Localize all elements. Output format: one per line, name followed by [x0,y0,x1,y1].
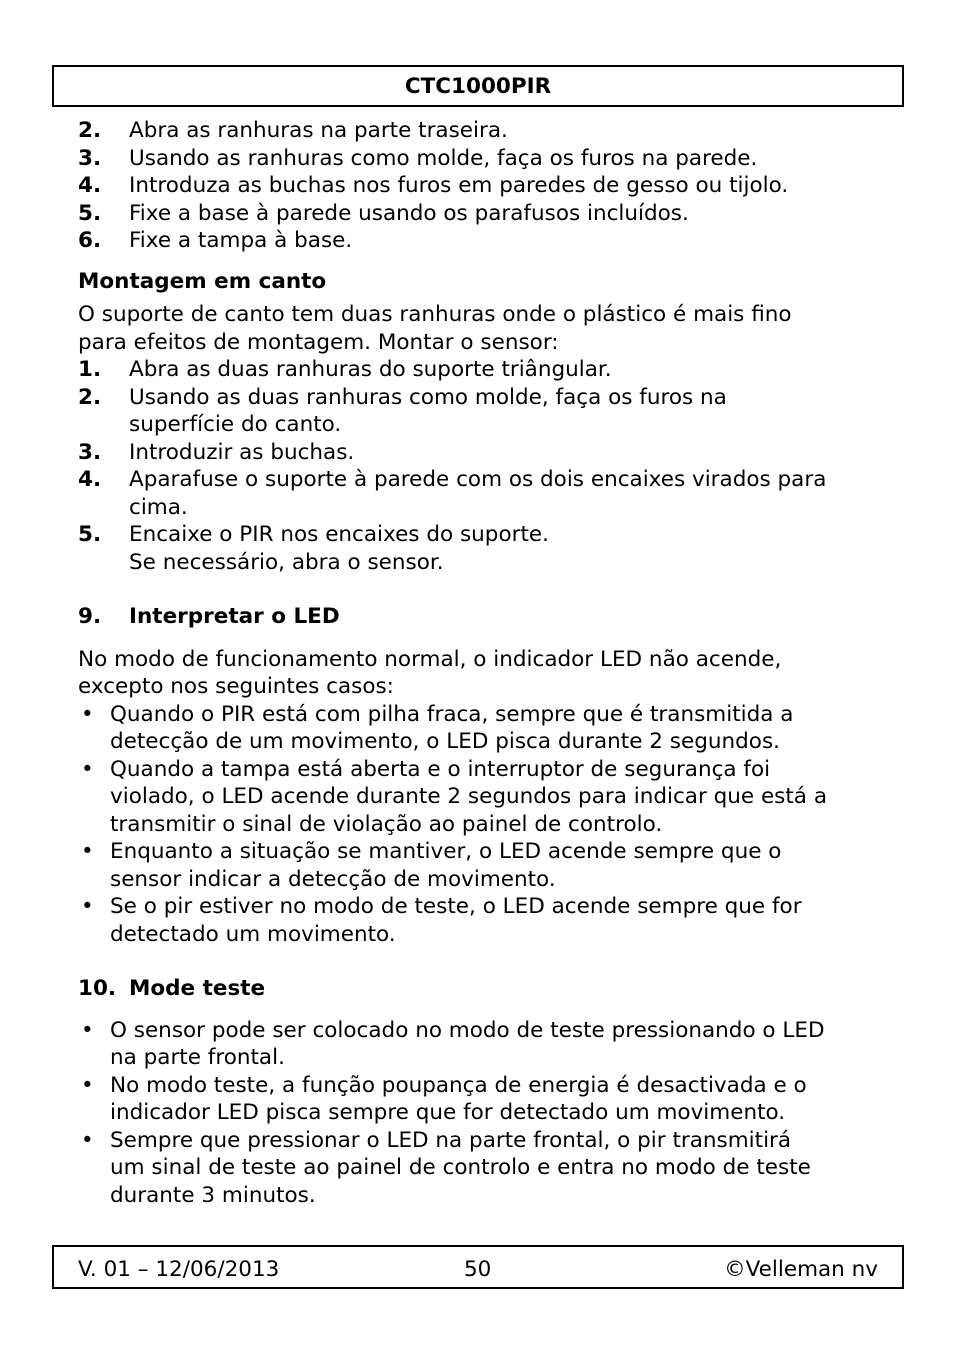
section-title: Interpretar o LED [129,604,340,629]
bullet-text [110,1017,878,1072]
list-text-line: Introduzir as buchas. [129,439,355,465]
list-number: 4. [78,173,102,198]
list-text-line: superfície do canto. [129,412,342,437]
list-number: 1. [78,357,102,382]
list-text: Fixe a tampa à base. [129,228,353,253]
footer-version: V. 01 – 12/06/2013 [78,1257,280,1282]
list-text-line: Se necessário, abra o sensor. [129,549,444,575]
bullet-text [110,756,878,839]
bullet-line: Sempre que pressionar o LED na parte frontal, o pir transmitirá [110,1127,792,1153]
list-text-line: Usando as duas ranhuras como molde, faça os furos na [129,384,727,410]
bullet-line: transmitir o sinal de violação ao painel de controlo. [110,811,663,837]
bullet-icon: • [81,839,94,864]
list-text: Fixe a base à parede usando os parafusos incluídos. [129,200,689,226]
bullet-line: Quando o PIR está com pilha fraca, sempre que é transmitida a [110,701,794,727]
footer-copyright: ©Velleman nv [724,1257,878,1282]
list-text: Abra as ranhuras na parte traseira. [129,118,508,143]
intro-line: excepto nos seguintes casos: [78,674,394,699]
bullet-line: durante 3 minutos. [110,1182,316,1208]
list-item [78,521,878,576]
bullet-line: indicador LED pisca sempre que for detectado um movimento. [110,1100,786,1125]
list-item [78,466,878,521]
list-item [78,117,878,145]
bullet-icon: • [81,1127,94,1153]
list-text [129,356,878,384]
list-text-line: Encaixe o PIR nos encaixes do suporte. [129,522,549,547]
top-list [78,117,878,255]
header-title: CTC1000PIR [404,73,552,99]
bullet-item [78,1072,878,1127]
section-9-intro [78,646,878,701]
list-number: 5. [78,522,102,547]
list-text [129,384,878,439]
corner-intro [78,301,878,356]
list-item [78,172,878,200]
section-9-bullets [78,701,878,949]
bullet-line: Quando a tampa está aberta e o interruptor de segurança foi [110,756,771,782]
section-10-bullets [78,1017,878,1210]
header-box [52,65,904,107]
list-text-line: Abra as duas ranhuras do suporte triângular. [129,357,612,382]
bullet-line: No modo teste, a função poupança de energia é desactivada e o [110,1072,807,1098]
bullet-icon: • [81,894,94,919]
list-item [78,356,878,384]
corner-intro-line: O suporte de canto tem duas ranhuras onde o plástico é mais fino [78,302,792,327]
list-text: Introduza as buchas nos furos em paredes de gesso ou tijolo. [129,173,789,198]
bullet-item [78,838,878,893]
bullet-text [110,1072,878,1127]
content [78,117,878,1209]
bullet-text [110,838,878,893]
bullet-icon: • [81,1017,94,1043]
bullet-line: na parte frontal. [110,1045,285,1070]
footer-box [52,1245,904,1289]
bullet-item [78,701,878,756]
bullet-item [78,1127,878,1210]
corner-intro-line: para efeitos de montagem. Montar o sensor: [78,329,559,355]
bullet-item [78,756,878,839]
bullet-line: O sensor pode ser colocado no modo de teste pressionando o LED [110,1017,825,1043]
list-text [129,466,878,521]
corner-steps [78,356,878,576]
corner-mount-heading: Montagem em canto [78,268,327,294]
section-9-heading [78,603,878,631]
list-number: 4. [78,467,102,492]
list-number: 2. [78,118,102,143]
list-text-line: cima. [129,494,188,520]
bullet-line: violado, o LED acende durante 2 segundos para indicar que está a [110,784,827,809]
list-text [129,439,878,467]
list-item [78,145,878,173]
list-number: 5. [78,200,102,226]
list-number: 3. [78,145,102,171]
bullet-text [110,701,878,756]
bullet-icon: • [81,1072,94,1098]
section-number: 9. [78,604,102,629]
bullet-text [110,1127,878,1210]
bullet-line: um sinal de teste ao painel de controlo e entra no modo de teste [110,1155,811,1180]
list-number: 6. [78,228,102,253]
list-text: Usando as ranhuras como molde, faça os furos na parede. [129,145,758,171]
section-number: 10. [78,976,117,1001]
section-10-heading [78,975,878,1003]
section-title: Mode teste [129,976,266,1001]
list-item [78,439,878,467]
bullet-line: sensor indicar a detecção de movimento. [110,866,556,892]
list-item [78,227,878,255]
bullet-line: detectado um movimento. [110,921,396,947]
bullet-line: Enquanto a situação se mantiver, o LED acende sempre que o [110,839,782,864]
bullet-icon: • [81,756,94,782]
intro-line: No modo de funcionamento normal, o indicador LED não acende, [78,646,782,672]
list-number: 3. [78,439,102,465]
list-item [78,384,878,439]
bullet-line: Se o pir estiver no modo de teste, o LED acende sempre que for [110,894,802,919]
bullet-item [78,1017,878,1072]
bullet-text [110,893,878,948]
bullet-line: detecção de um movimento, o LED pisca durante 2 segundos. [110,729,780,754]
bullet-icon: • [81,701,94,727]
bullet-item [78,893,878,948]
list-number: 2. [78,384,102,410]
list-item [78,200,878,228]
list-text-line: Aparafuse o suporte à parede com os dois encaixes virados para [129,467,827,492]
list-text [129,521,878,576]
footer-page-number: 50 [464,1257,492,1282]
